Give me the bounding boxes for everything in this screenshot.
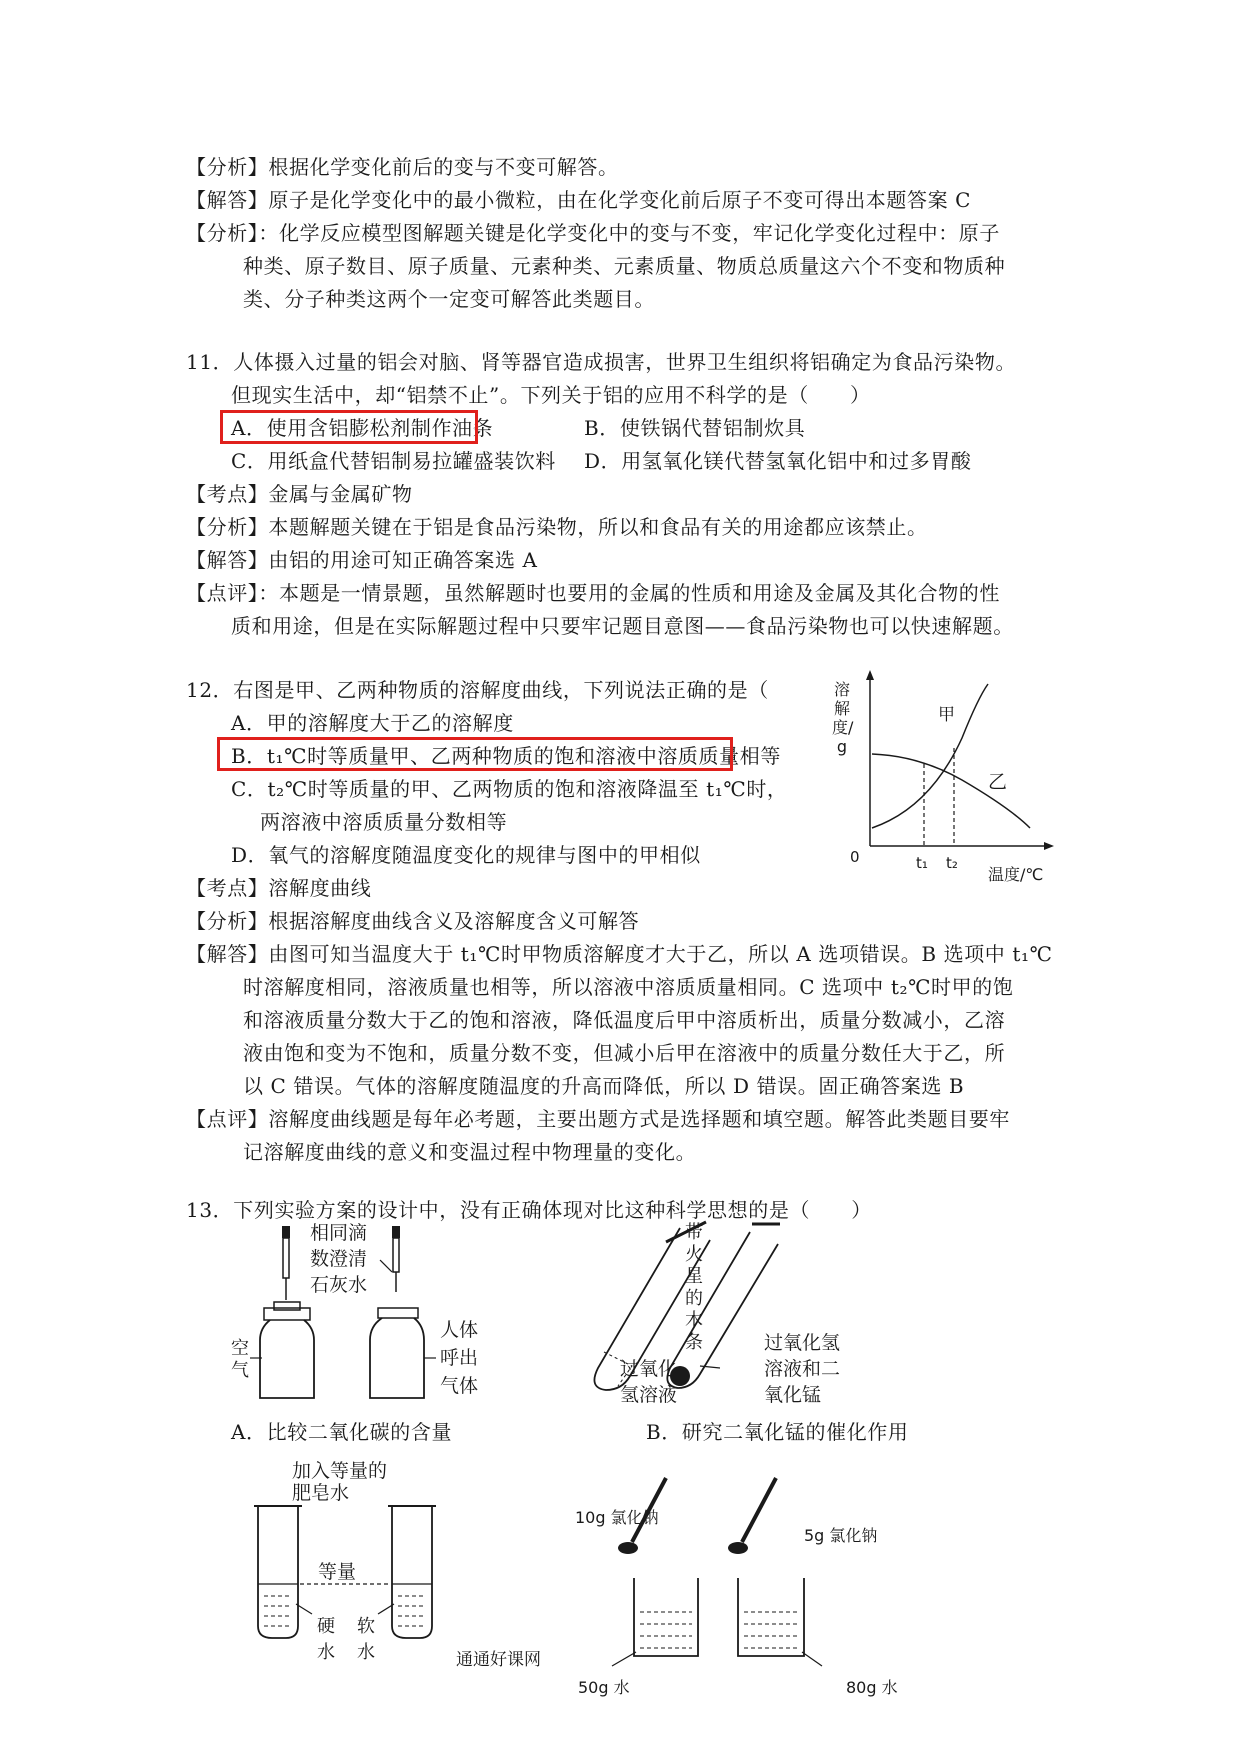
q11-fenxi: 【分析】本题解题关键在于铝是食品污染物，所以和食品有关的用途都应该禁止。 xyxy=(186,515,928,539)
q12-option-a: A．甲的溶解度大于乙的溶解度 xyxy=(231,711,514,735)
q12-jieda-cont: 时溶解度相同，溶液质量也相等，所以溶液中溶质质量相同。C 选项中 t₂℃时甲的饱 xyxy=(243,975,1014,999)
chart-t2: t₂ xyxy=(946,854,958,872)
q12-option-b: B．t₁℃时等质量甲、乙两种物质的饱和溶液中溶质质量相等 xyxy=(231,744,781,768)
q11-dianping: 【点评】：本题是一情景题，虽然解题时也要用的金属的性质和用途及金属及其化合物的性 xyxy=(186,581,1000,605)
q12-kaodian: 【考点】溶解度曲线 xyxy=(186,876,372,900)
q12-jieda: 【解答】由图可知当温度大于 t₁℃时甲物质溶解度才大于乙，所以 A 选项错误。B 选项中 t₁℃ xyxy=(186,942,1053,966)
analysis-line-1: 【分析】根据化学变化前后的变与不变可解答。 xyxy=(186,155,619,179)
watermark: 通通好课网 xyxy=(456,1650,541,1670)
chart-xlabel: 温度/℃ xyxy=(988,865,1044,884)
b-mix-label: 过氧化氢溶液和二氧化锰 xyxy=(764,1332,841,1406)
spoon-5g-icon xyxy=(728,1478,776,1554)
b-splint-label: 带火星的木条 xyxy=(685,1222,703,1353)
x-axis-arrow xyxy=(1044,842,1054,850)
c-hard-label: 硬水 xyxy=(317,1616,335,1663)
d-water80-label: 80g 水 xyxy=(846,1678,898,1697)
d-water50-label: 50g 水 xyxy=(578,1678,630,1697)
c-equal-label: 等量 xyxy=(318,1561,357,1583)
q12-jieda-cont: 以 C 错误。气体的溶解度随温度的升高而降低，所以 D 错误。固正确答案选 B xyxy=(243,1074,965,1098)
chart-origin: 0 xyxy=(850,848,860,866)
chart-label-jia: 甲 xyxy=(938,705,955,725)
analysis-line-2-cont: 种类、原子数目、原子质量、元素种类、元素质量、物质总质量这六个不变和物质种 xyxy=(243,254,1006,278)
chart-ylabel: 溶解度/g xyxy=(832,680,854,756)
y-axis-arrow xyxy=(866,670,874,680)
q11-kaodian: 【考点】金属与金属矿物 xyxy=(186,482,413,506)
a-caption: A．比较二氧化碳的含量 xyxy=(231,1420,453,1444)
chart-t1: t₁ xyxy=(916,854,928,872)
q13-stem: 13．下列实验方案的设计中，没有正确体现对比这种科学思想的是（ ） xyxy=(186,1198,872,1222)
beaker-50g-icon xyxy=(612,1578,698,1666)
a-air-label: 空气 xyxy=(231,1338,249,1381)
q12-fenxi: 【分析】根据溶解度曲线含义及溶解度含义可解答 xyxy=(186,909,640,933)
q12-stem: 12．右图是甲、乙两种物质的溶解度曲线，下列说法正确的是（ xyxy=(186,678,769,702)
bottle-breath-icon xyxy=(370,1308,436,1398)
q12-jieda-cont: 和溶液质量分数大于乙的饱和溶液，降低温度后甲中溶质析出，质量分数减小，乙溶 xyxy=(243,1008,1006,1032)
bottle-air-icon xyxy=(250,1302,314,1398)
q11-dianping-cont: 质和用途，但是在实际解题过程中只要牢记题目意图——食品污染物也可以快速解题。 xyxy=(231,614,1014,638)
test-tube-hard-icon xyxy=(254,1506,302,1638)
c-soft-label: 软水 xyxy=(357,1616,375,1663)
q11-option-b: B．使铁锅代替铝制炊具 xyxy=(584,416,806,440)
d-salt10-label: 10g 氯化钠 xyxy=(575,1508,659,1527)
q12-option-c-cont: 两溶液中溶质质量分数相等 xyxy=(260,810,508,834)
q11-stem: 11．人体摄入过量的铝会对脑、肾等器官造成损害，世界卫生组织将铝确定为食品污染物。 xyxy=(186,350,1017,374)
answer-line: 【解答】原子是化学变化中的最小微粒，由在化学变化前后原子不变可得出本题答案 C xyxy=(186,188,972,212)
q12-dianping-cont: 记溶解度曲线的意义和变温过程中物理量的变化。 xyxy=(243,1140,697,1164)
q11-option-c: C．用纸盒代替铝制易拉罐盛装饮料 xyxy=(231,449,556,473)
q11-jieda: 【解答】由铝的用途可知正确答案选 A xyxy=(186,548,538,572)
chart-label-yi: 乙 xyxy=(988,771,1008,793)
b-h2o2-label: 过氧化氢溶液 xyxy=(620,1358,678,1406)
dropper-right-icon xyxy=(380,1226,400,1292)
a-breath-label: 人体呼出气体 xyxy=(440,1319,479,1397)
c-add-label: 加入等量的肥皂水 xyxy=(292,1460,388,1504)
test-tube-soft-icon xyxy=(388,1506,436,1638)
dropper-left-icon xyxy=(282,1226,290,1300)
q12-jieda-cont: 液由饱和变为不饱和，质量分数不变，但减小后甲在溶液中的质量分数任大于乙，所 xyxy=(243,1041,1006,1065)
beaker-80g-icon xyxy=(738,1578,822,1666)
d-salt5-label: 5g 氯化钠 xyxy=(804,1526,878,1545)
highlight-box-q12 xyxy=(217,737,733,771)
q12-option-d: D．氧气的溶解度随温度变化的规律与图中的甲相似 xyxy=(231,843,701,867)
solubility-chart xyxy=(820,668,1070,890)
highlight-box-q11 xyxy=(220,410,478,444)
q11-option-d: D．用氢氧化镁代替氢氧化铝中和过多胃酸 xyxy=(584,449,972,473)
q12-dianping: 【点评】溶解度曲线题是每年必考题，主要出题方式是选择题和填空题。解答此类题目要牢 xyxy=(186,1107,1010,1131)
analysis-line-2-cont: 类、分子种类这两个一定变可解答此类题目。 xyxy=(243,287,655,311)
analysis-line-2: 【分析】：化学反应模型图解题关键是化学变化中的变与不变，牢记化学变化过程中：原子 xyxy=(186,221,1000,245)
q12-option-c: C．t₂℃时等质量的甲、乙两物质的饱和溶液降温至 t₁℃时， xyxy=(231,777,788,801)
figure-d-salt-beakers xyxy=(570,1470,870,1670)
q11-stem-cont: 但现实生活中，却“铝禁不止”。下列关于铝的应用不科学的是（ ） xyxy=(231,383,871,407)
b-caption: B．研究二氧化锰的催化作用 xyxy=(646,1420,909,1444)
q11-option-a: A．使用含铝膨松剂制作油条 xyxy=(231,416,494,440)
a-drop-label: 相同滴数澄清石灰水 xyxy=(310,1222,368,1296)
